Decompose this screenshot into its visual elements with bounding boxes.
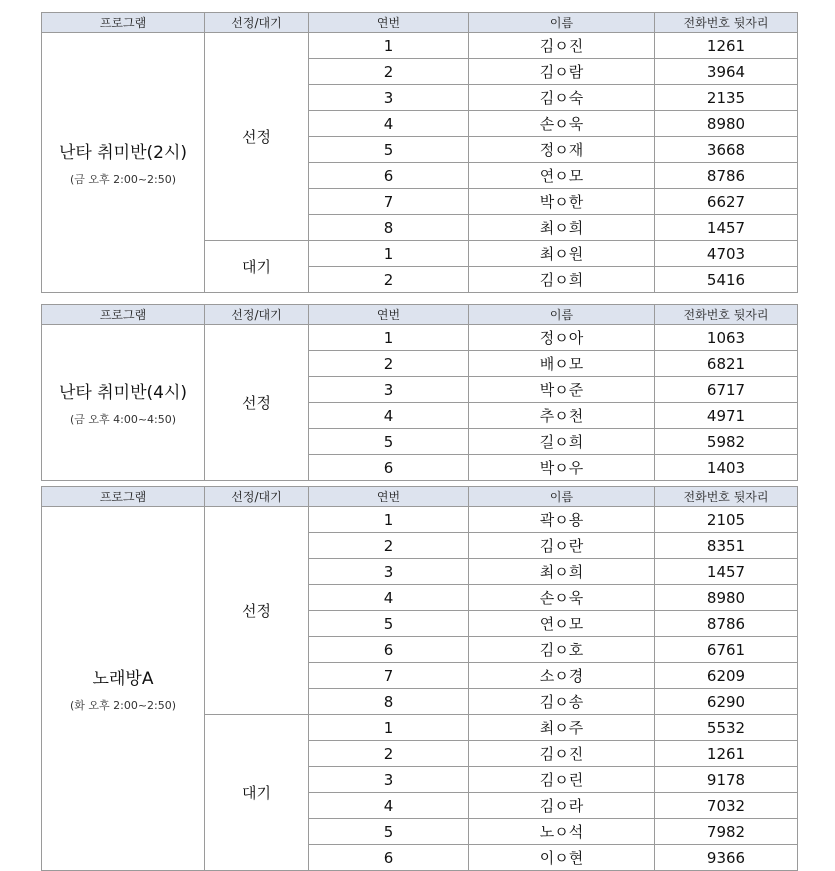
number-cell: 4 (309, 585, 469, 611)
name-cell: 정ㅇ아 (469, 325, 655, 351)
number-cell: 1 (309, 715, 469, 741)
program-name: 노래방A (92, 669, 154, 689)
phone-cell: 1063 (655, 325, 798, 351)
phone-cell: 8351 (655, 533, 798, 559)
number-cell: 3 (309, 559, 469, 585)
name-cell: 곽ㅇ용 (469, 507, 655, 533)
header-name: 이름 (469, 305, 655, 325)
phone-cell: 9178 (655, 767, 798, 793)
number-cell: 3 (309, 767, 469, 793)
header-status: 선정/대기 (205, 13, 309, 33)
phone-cell: 1403 (655, 455, 798, 481)
phone-cell: 5982 (655, 429, 798, 455)
phone-cell: 1457 (655, 215, 798, 241)
program-name: 난타 취미반(2시) (58, 143, 188, 163)
phone-cell: 4971 (655, 403, 798, 429)
number-cell: 1 (309, 33, 469, 59)
name-cell: 최ㅇ주 (469, 715, 655, 741)
name-cell: 배ㅇ모 (469, 351, 655, 377)
number-cell: 2 (309, 267, 469, 293)
number-cell: 7 (309, 189, 469, 215)
phone-cell: 1457 (655, 559, 798, 585)
phone-cell: 1261 (655, 33, 798, 59)
number-cell: 1 (309, 241, 469, 267)
number-cell: 5 (309, 137, 469, 163)
program-cell (42, 33, 205, 293)
program-cell (42, 507, 205, 871)
header-program: 프로그램 (42, 13, 205, 33)
header-phone: 전화번호 뒷자리 (655, 305, 798, 325)
header-row (42, 487, 798, 507)
phone-cell: 6761 (655, 637, 798, 663)
name-cell: 김ㅇ숙 (469, 85, 655, 111)
name-cell: 김ㅇ란 (469, 533, 655, 559)
name-cell: 최ㅇ희 (469, 559, 655, 585)
status-cell: 선정 (205, 33, 309, 241)
phone-cell: 2105 (655, 507, 798, 533)
header-phone: 전화번호 뒷자리 (655, 487, 798, 507)
name-cell: 김ㅇ송 (469, 689, 655, 715)
number-cell: 4 (309, 793, 469, 819)
phone-cell: 6209 (655, 663, 798, 689)
number-cell: 5 (309, 611, 469, 637)
program-name: 난타 취미반(4시) (58, 383, 188, 403)
number-cell: 2 (309, 741, 469, 767)
header-row (42, 13, 798, 33)
name-cell: 김ㅇ라 (469, 793, 655, 819)
phone-cell: 6290 (655, 689, 798, 715)
program-table (41, 304, 798, 481)
header-name: 이름 (469, 487, 655, 507)
name-cell: 소ㅇ경 (469, 663, 655, 689)
name-cell: 이ㅇ현 (469, 845, 655, 871)
status-cell: 대기 (205, 241, 309, 293)
header-program: 프로그램 (42, 305, 205, 325)
phone-cell: 7032 (655, 793, 798, 819)
number-cell: 6 (309, 637, 469, 663)
header-number: 연번 (309, 487, 469, 507)
number-cell: 6 (309, 163, 469, 189)
phone-cell: 8980 (655, 585, 798, 611)
name-cell: 김ㅇ희 (469, 267, 655, 293)
name-cell: 추ㅇ천 (469, 403, 655, 429)
number-cell: 8 (309, 689, 469, 715)
header-number: 연번 (309, 305, 469, 325)
number-cell: 3 (309, 377, 469, 403)
header-number: 연번 (309, 13, 469, 33)
name-cell: 박ㅇ준 (469, 377, 655, 403)
number-cell: 6 (309, 455, 469, 481)
table-row (42, 507, 798, 533)
name-cell: 손ㅇ욱 (469, 585, 655, 611)
number-cell: 2 (309, 533, 469, 559)
phone-cell: 5416 (655, 267, 798, 293)
phone-cell: 8786 (655, 163, 798, 189)
program-time: (금 오후 4:00~4:50) (69, 413, 177, 426)
number-cell: 1 (309, 325, 469, 351)
name-cell: 정ㅇ재 (469, 137, 655, 163)
phone-cell: 6821 (655, 351, 798, 377)
number-cell: 7 (309, 663, 469, 689)
phone-cell: 9366 (655, 845, 798, 871)
header-name: 이름 (469, 13, 655, 33)
number-cell: 4 (309, 403, 469, 429)
phone-cell: 6627 (655, 189, 798, 215)
name-cell: 최ㅇ원 (469, 241, 655, 267)
phone-cell: 8980 (655, 111, 798, 137)
header-phone: 전화번호 뒷자리 (655, 13, 798, 33)
program-cell (42, 325, 205, 481)
table-row (42, 33, 798, 59)
status-cell: 선정 (205, 325, 309, 481)
header-row (42, 305, 798, 325)
name-cell: 길ㅇ희 (469, 429, 655, 455)
name-cell: 김ㅇ린 (469, 767, 655, 793)
name-cell: 손ㅇ욱 (469, 111, 655, 137)
name-cell: 노ㅇ석 (469, 819, 655, 845)
table-row (42, 325, 798, 351)
header-status: 선정/대기 (205, 305, 309, 325)
status-cell: 선정 (205, 507, 309, 715)
program-time: (화 오후 2:00~2:50) (69, 699, 177, 712)
number-cell: 2 (309, 351, 469, 377)
number-cell: 8 (309, 215, 469, 241)
name-cell: 김ㅇ람 (469, 59, 655, 85)
name-cell: 최ㅇ희 (469, 215, 655, 241)
number-cell: 1 (309, 507, 469, 533)
name-cell: 김ㅇ호 (469, 637, 655, 663)
phone-cell: 6717 (655, 377, 798, 403)
phone-cell: 7982 (655, 819, 798, 845)
phone-cell: 8786 (655, 611, 798, 637)
name-cell: 연ㅇ모 (469, 163, 655, 189)
status-cell: 대기 (205, 715, 309, 871)
phone-cell: 3668 (655, 137, 798, 163)
name-cell: 연ㅇ모 (469, 611, 655, 637)
number-cell: 4 (309, 111, 469, 137)
program-time: (금 오후 2:00~2:50) (69, 173, 177, 186)
header-program: 프로그램 (42, 487, 205, 507)
name-cell: 김ㅇ진 (469, 33, 655, 59)
number-cell: 5 (309, 429, 469, 455)
header-status: 선정/대기 (205, 487, 309, 507)
program-table (41, 12, 798, 293)
phone-cell: 1261 (655, 741, 798, 767)
number-cell: 3 (309, 85, 469, 111)
number-cell: 2 (309, 59, 469, 85)
phone-cell: 3964 (655, 59, 798, 85)
name-cell: 김ㅇ진 (469, 741, 655, 767)
phone-cell: 2135 (655, 85, 798, 111)
name-cell: 박ㅇ한 (469, 189, 655, 215)
program-table (41, 486, 798, 871)
number-cell: 6 (309, 845, 469, 871)
phone-cell: 5532 (655, 715, 798, 741)
number-cell: 5 (309, 819, 469, 845)
name-cell: 박ㅇ우 (469, 455, 655, 481)
phone-cell: 4703 (655, 241, 798, 267)
